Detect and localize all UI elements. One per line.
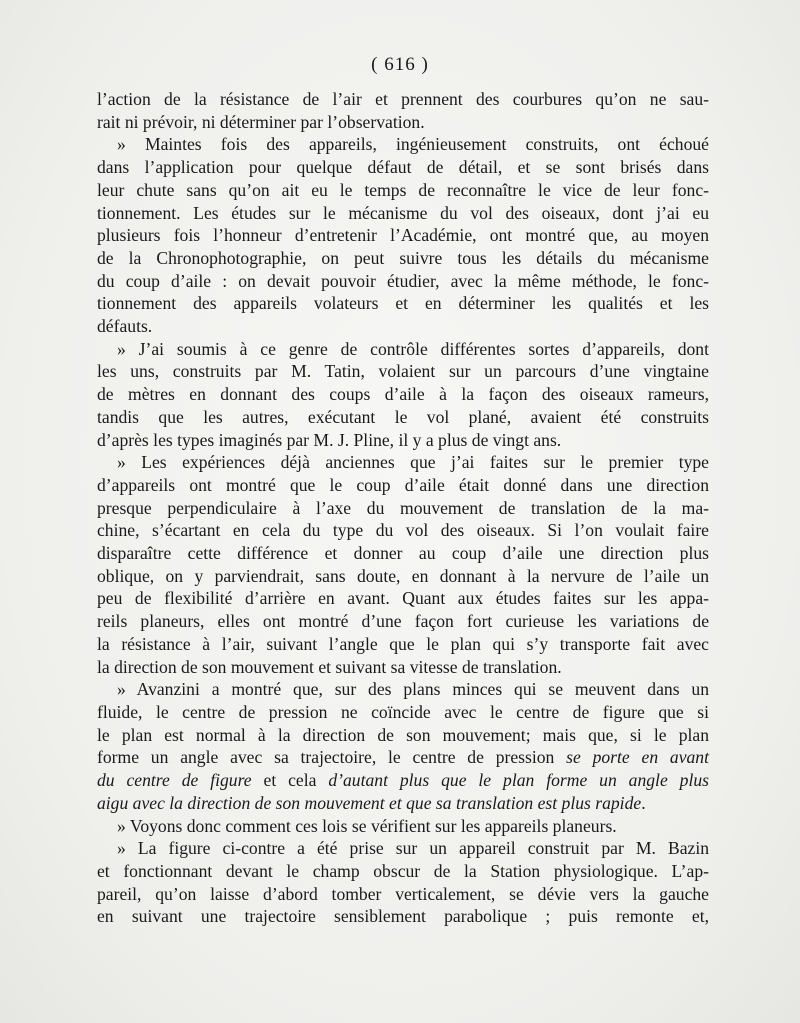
paragraph-3 xyxy=(97,338,709,452)
italic-segment: se porte en avant xyxy=(566,747,709,768)
text-line: rait ni prévoir, ni déterminer par l’observation. xyxy=(97,111,425,132)
italic-segment: du centre de figure xyxy=(97,770,252,791)
text-line: presque perpendiculaire à l’axe du mouvement de translation de la ma- xyxy=(97,497,709,518)
text-line: le plan est normal à la direction de son mouvement; mais que, si le plan xyxy=(97,724,709,745)
italic-segment: aigu avec la direction de son mouvement et que sa translation est plus rapide xyxy=(97,792,642,813)
paragraph-6 xyxy=(97,815,709,838)
text-line: la résistance à l’air, suivant l’angle que le plan qui s’y transporte fait avec xyxy=(97,633,709,654)
text-line: plusieurs fois l’honneur d’entretenir l’Académie, ont montré que, au moyen xyxy=(97,225,709,246)
text-line: de mètres en donnant des coups d’aile à la façon des oiseaux rameurs, xyxy=(97,384,709,405)
italic-segment: d’autant plus que le plan forme un angle plus xyxy=(328,770,709,791)
paragraph-1 xyxy=(97,88,709,133)
body-text xyxy=(97,88,709,928)
text-line: et fonctionnant devant le champ obscur de la Station physiologique. L’ap- xyxy=(97,860,709,881)
text-line: oblique, on y parviendrait, sans doute, en donnant à la nervure de l’aile un xyxy=(97,565,709,586)
text-line: chine, s’écartant en cela du type du vol des oiseaux. Si l’on voulait faire xyxy=(97,520,709,541)
text-line: du coup d’aile : on devait pouvoir étudier, avec la même méthode, le fonc- xyxy=(97,270,709,291)
text-line: reils planeurs, elles ont montré d’une façon fort curieuse les variations de xyxy=(97,611,709,632)
text-line: » Les expériences déjà anciennes que j’ai faites sur le premier type xyxy=(117,452,709,473)
text-line xyxy=(97,792,709,815)
text-line: d’après les types imaginés par M. J. Pline, il y a plus de vingt ans. xyxy=(97,429,562,450)
text-segment: . xyxy=(641,792,646,813)
text-line: dans l’application pour quelque défaut de détail, et se sont brisés dans xyxy=(97,157,709,178)
text-line: l’action de la résistance de l’air et prennent des courbures qu’on ne sau- xyxy=(97,89,709,109)
text-line: peu de flexibilité d’arrière en avant. Quant aux études faites sur les appa- xyxy=(97,588,709,609)
text-line: défauts. xyxy=(97,316,153,337)
text-line: la direction de son mouvement et suivant sa vitesse de translation. xyxy=(97,656,562,677)
text-line: » Voyons donc comment ces lois se vérifient sur les appareils planeurs. xyxy=(117,815,617,836)
text-line: » Maintes fois des appareils, ingénieusement construits, ont échoué xyxy=(117,134,709,155)
text-line: tandis que les autres, exécutant le vol plané, avaient été construits xyxy=(97,406,709,427)
text-line: leur chute sans qu’on ait eu le temps de reconnaître le vice de leur fonc- xyxy=(97,179,709,200)
paragraph-2 xyxy=(97,133,709,337)
text-line: en suivant une trajectoire sensiblement parabolique ; puis remonte et, xyxy=(97,906,709,927)
paragraph-4 xyxy=(97,451,709,678)
text-line: » Avanzini a montré que, sur des plans minces qui se meuvent dans un xyxy=(117,679,709,700)
text-line: » La figure ci-contre a été prise sur un appareil construit par M. Bazin xyxy=(117,838,709,859)
text-line: disparaître cette différence et donner au coup d’aile une direction plus xyxy=(97,543,709,564)
text-line xyxy=(97,769,709,792)
text-line: de la Chronophotographie, on peut suivre tous les détails du mécanisme xyxy=(97,247,709,268)
text-line: fluide, le centre de pression ne coïncide avec le centre de figure que si xyxy=(97,701,709,722)
page-number: ( 616 ) xyxy=(371,54,429,75)
text-line: tionnement des appareils volateurs et en déterminer les qualités et les xyxy=(97,293,709,314)
paragraph-7 xyxy=(97,837,709,928)
text-line: d’appareils ont montré que le coup d’aile était donné dans une direction xyxy=(97,474,709,495)
text-line xyxy=(97,746,709,769)
text-segment: forme un angle avec sa trajectoire, le centre de pression xyxy=(97,747,567,768)
paragraph-5 xyxy=(97,678,709,814)
text-line: les uns, construits par M. Tatin, volaient sur un parcours d’une vingtaine xyxy=(97,361,709,382)
text-line: pareil, qu’on laisse d’abord tomber verticalement, se dévie vers la gauche xyxy=(97,883,709,904)
text-line: » J’ai soumis à ce genre de contrôle différentes sortes d’appareils, dont xyxy=(117,338,709,359)
text-line: tionnement. Les études sur le mécanisme du vol des oiseaux, dont j’ai eu xyxy=(97,202,709,223)
text-segment: et cela xyxy=(251,770,329,791)
